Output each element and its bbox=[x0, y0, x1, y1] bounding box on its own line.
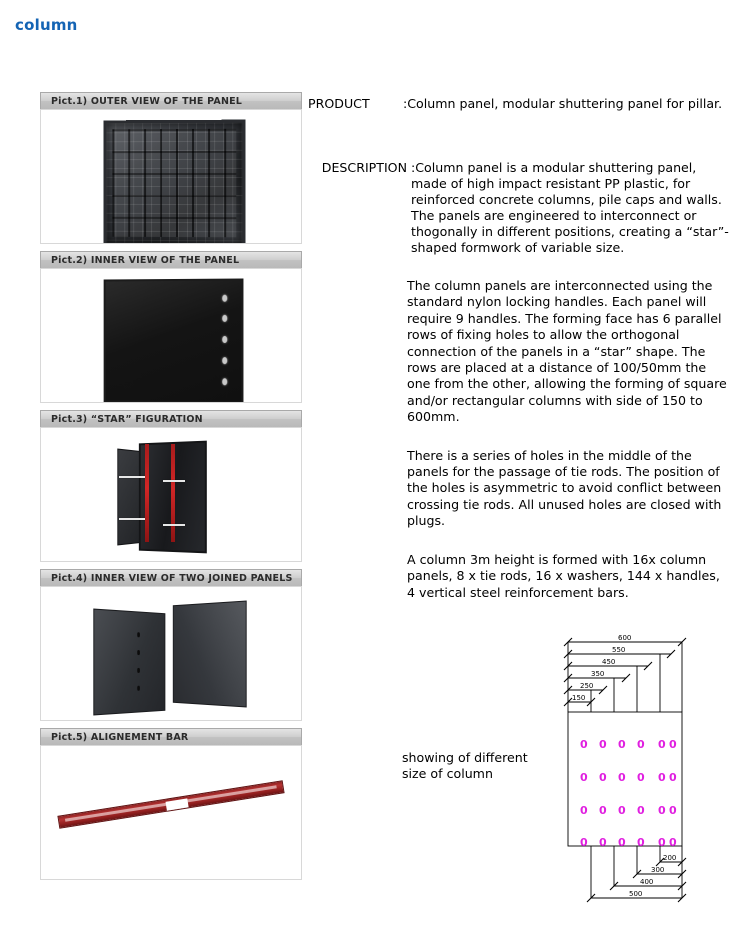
picture-frame-3 bbox=[40, 427, 302, 562]
joined-panel-left bbox=[93, 609, 165, 716]
tie-rod bbox=[119, 518, 145, 520]
tie-rod-hole: 0 bbox=[669, 738, 677, 751]
product-row bbox=[308, 96, 740, 112]
tie-rod bbox=[163, 480, 185, 482]
star-figuration-photo bbox=[113, 436, 233, 556]
panel-hole bbox=[137, 632, 140, 637]
tie-rod-hole-grid bbox=[530, 630, 750, 910]
outer-view-panel-photo bbox=[103, 120, 245, 244]
paragraph-2: There is a series of holes in the middle of the panels for the passage of tie rods. The position of the holes is asymmetric to avoid conflict between crossing tie rods. All unused holes are closed with plugs. bbox=[407, 447, 722, 529]
panel-hole bbox=[222, 315, 227, 322]
panel-hole bbox=[137, 668, 140, 673]
panel-hole bbox=[222, 378, 227, 385]
picture-card-3 bbox=[40, 410, 302, 562]
panel-hole bbox=[137, 686, 140, 691]
paragraph-1: The column panels are interconnected using the standard nylon locking handles. Each panel will require 9 handles. The forming face has 6 parallel rows of fixing holes to allow the orthogonal connection of the panels in a “star” shape. The rows are placed at a distance of 100/50mm the one from the other, allowing the forming of square and/or rectangular columns with side of 150 to 600mm. bbox=[407, 278, 727, 425]
tie-rod-hole: 0 bbox=[658, 738, 666, 751]
tie-rod-hole: 0 bbox=[599, 738, 607, 751]
spacer-paragraph-1 bbox=[308, 256, 740, 278]
product-label: PRODUCT bbox=[308, 96, 370, 111]
picture-column bbox=[40, 62, 302, 887]
tie-rod-hole: 0 bbox=[669, 836, 677, 849]
tie-rod-hole: 0 bbox=[637, 836, 645, 849]
tie-rod-hole: 0 bbox=[599, 804, 607, 817]
inner-view-panel-photo bbox=[104, 279, 244, 403]
panel-hole bbox=[137, 650, 140, 655]
top-spacer bbox=[40, 62, 302, 92]
joined-panel-right bbox=[173, 600, 247, 707]
tie-rod-hole: 0 bbox=[658, 836, 666, 849]
description-row bbox=[308, 160, 740, 256]
tie-rod bbox=[163, 524, 185, 526]
picture-card-4 bbox=[40, 569, 302, 721]
tie-rod-hole: 0 bbox=[599, 836, 607, 849]
dimension-label-350: 350 bbox=[591, 670, 605, 678]
tie-rod-hole: 0 bbox=[637, 771, 645, 784]
dimension-label-250: 250 bbox=[580, 682, 594, 690]
tie-rod-hole: 0 bbox=[618, 804, 626, 817]
tie-rod-hole: 0 bbox=[669, 771, 677, 784]
dimension-label-150: 150 bbox=[572, 694, 586, 702]
spacer-paragraph-3 bbox=[308, 530, 740, 552]
tie-rod-hole: 0 bbox=[669, 804, 677, 817]
specification-text-column bbox=[308, 96, 740, 601]
picture-card-1 bbox=[40, 92, 302, 244]
description-value: :Column panel is a modular shuttering panel, made of high impact resistant PP plastic, for reinforced concrete columns, pile caps and walls. The panels are engineered to interconnect or thogonally in different positions, creating a “star”-shaped formwork of variable size. bbox=[411, 160, 729, 255]
column-size-drawing bbox=[530, 630, 750, 910]
picture-caption-2: Pict.2) INNER VIEW OF THE PANEL bbox=[40, 251, 302, 268]
picture-caption-1: Pict.1) OUTER VIEW OF THE PANEL bbox=[40, 92, 302, 109]
picture-frame-1 bbox=[40, 109, 302, 244]
picture-caption-3: Pict.3) “STAR” FIGURATION bbox=[40, 410, 302, 427]
picture-caption-5: Pict.5) ALIGNEMENT BAR bbox=[40, 728, 302, 745]
spacer-paragraph-2 bbox=[308, 426, 740, 448]
two-joined-panels-photo bbox=[83, 601, 259, 713]
picture-frame-2 bbox=[40, 268, 302, 403]
picture-frame-5 bbox=[40, 745, 302, 880]
drawing-caption: showing of different size of column bbox=[402, 750, 528, 782]
alignment-bar-red bbox=[171, 444, 175, 542]
tie-rod-hole: 0 bbox=[618, 836, 626, 849]
alignment-bar-slot bbox=[166, 798, 189, 810]
dimension-label-600: 600 bbox=[618, 634, 632, 642]
tie-rod-hole: 0 bbox=[580, 771, 588, 784]
description-label: DESCRIPTION bbox=[321, 160, 407, 175]
tie-rod bbox=[119, 476, 145, 478]
tie-rod-hole: 0 bbox=[580, 738, 588, 751]
tie-rod-hole: 0 bbox=[599, 771, 607, 784]
tie-rod-hole: 0 bbox=[618, 738, 626, 751]
paragraph-3: A column 3m height is formed with 16x column panels, 8 x tie rods, 16 x washers, 144 x handles, 4 vertical steel reinforcement bars. bbox=[407, 551, 720, 600]
page-title: column bbox=[15, 16, 78, 34]
dimension-label-500: 500 bbox=[629, 890, 643, 898]
picture-card-5 bbox=[40, 728, 302, 880]
tie-rod-hole: 0 bbox=[658, 771, 666, 784]
tie-rod-hole: 0 bbox=[618, 771, 626, 784]
picture-caption-4: Pict.4) INNER VIEW OF TWO JOINED PANELS bbox=[40, 569, 302, 586]
tie-rod-hole: 0 bbox=[658, 804, 666, 817]
panel-hole bbox=[222, 357, 227, 364]
spacer-product-description bbox=[308, 112, 740, 160]
panel-hole bbox=[222, 295, 227, 302]
tie-rod-hole: 0 bbox=[637, 804, 645, 817]
tie-rod-hole: 0 bbox=[637, 738, 645, 751]
dimension-label-550: 550 bbox=[612, 646, 626, 654]
panel-hole bbox=[222, 336, 227, 343]
alignment-bar-red bbox=[145, 444, 149, 542]
alignement-bar-photo bbox=[57, 780, 284, 829]
tie-rod-hole: 0 bbox=[580, 804, 588, 817]
dimension-label-300: 300 bbox=[651, 866, 665, 874]
product-value: :Column panel, modular shuttering panel for pillar. bbox=[403, 96, 723, 111]
picture-card-2 bbox=[40, 251, 302, 403]
dimension-label-450: 450 bbox=[602, 658, 616, 666]
dimension-label-200: 200 bbox=[663, 854, 677, 862]
dimension-label-400: 400 bbox=[640, 878, 654, 886]
tie-rod-hole: 0 bbox=[580, 836, 588, 849]
picture-frame-4 bbox=[40, 586, 302, 721]
